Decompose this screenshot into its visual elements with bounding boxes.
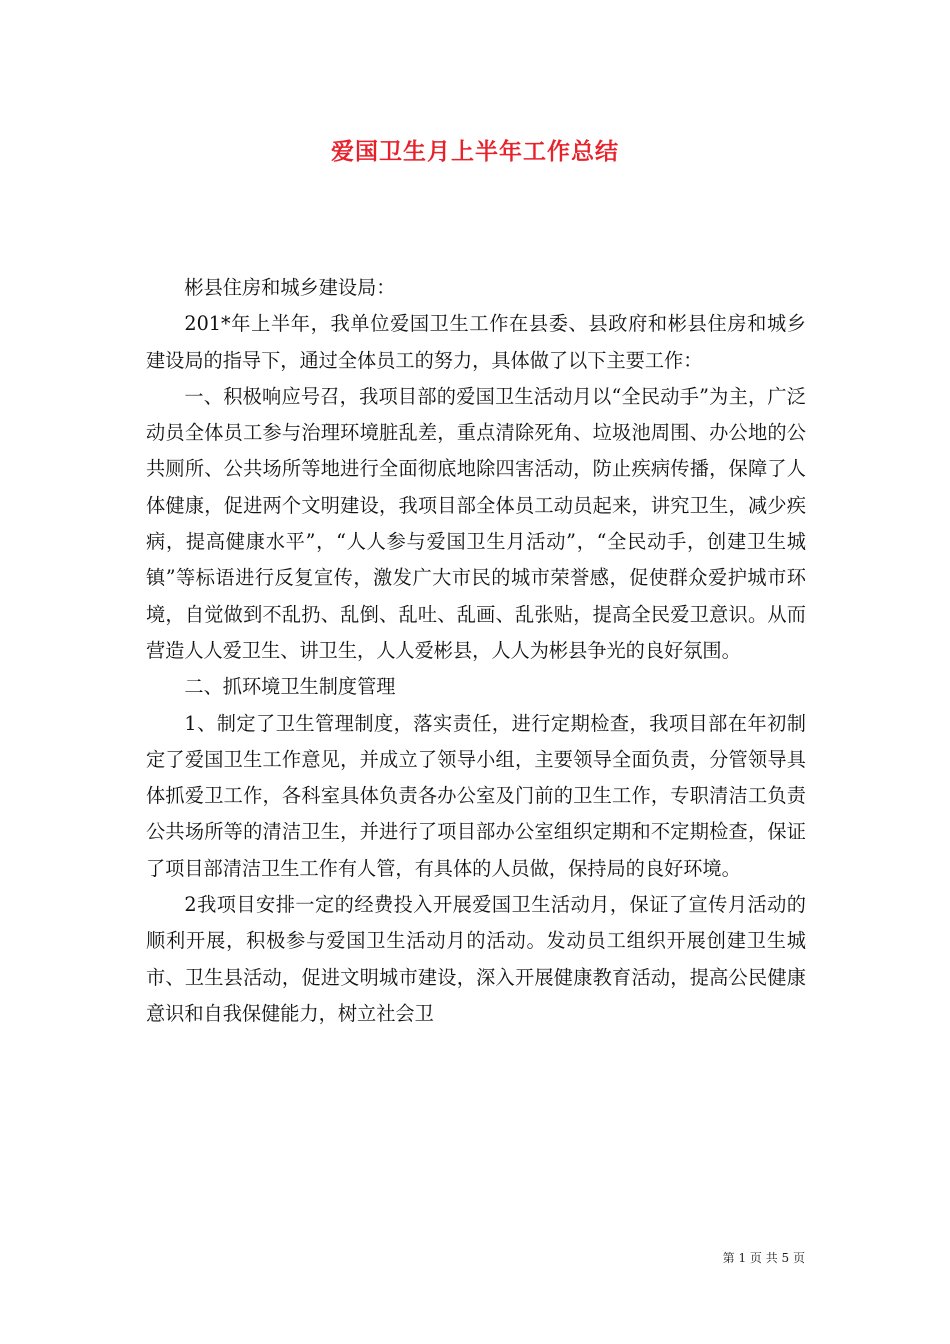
page-number-footer: 第 1 页 共 5 页	[722, 1251, 805, 1265]
document-body	[146, 270, 806, 1032]
paragraph-item-1: 1、制定了卫生管理制度，落实责任，进行定期检查，我项目部在年初制定了爱国卫生工作意见，并成立了领导小组，主要领导全面负责，分管领导具体抓爱卫工作，各科室具体负责各办公室及门前的卫生工作，专职清洁工负责公共场所等的清洁卫生，并进行了项目部办公室组织定期和不定期检查，保证了项目部清洁卫生工作有人管，有具体的人员做，保持局的良好环境。	[146, 711, 806, 880]
salutation: 彬县住房和城乡建设局：	[184, 276, 396, 299]
section-heading-2: 二、抓环境卫生制度管理	[184, 675, 396, 699]
paragraph-section-1: 一、积极响应号召，我项目部的爱国卫生活动月以“全民动手”为主，广泛动员全体员工参与治理环境脏乱差，重点清除死角、垃圾池周围、办公地的公共厕所、公共场所等地进行全面彻底地除四害活动，防止疾病传播，保障了人体健康，促进两个文明建设，我项目部全体员工动员起来，讲究卫生，减少疾病，提高健康水平”，“人人参与爱国卫生月活动”，“全民动手，创建卫生城镇”等标语进行反复宣传，激发广大市民的城市荣誉感，促使群众爱护城市环境，自觉做到不乱扔、乱倒、乱吐、乱画、乱张贴，提高全民爱卫意识。从而营造人人爱卫生、讲卫生，人人爱彬县，人人为彬县争光的良好氛围。	[146, 384, 806, 662]
document-title: 爱国卫生月上半年工作总结	[331, 138, 619, 165]
paragraph-item-2: 2我项目安排一定的经费投入开展爱国卫生活动月，保证了宣传月活动的顺利开展，积极参与爱国卫生活动月的活动。发动员工组织开展创建卫生城市、卫生县活动，促进文明城市建设，深入开展健康教育活动，提高公民健康意识和自我保健能力，树立社会卫	[146, 893, 806, 1025]
paragraph-intro: 201*年上半年，我单位爱国卫生工作在县委、县政府和彬县住房和城乡建设局的指导下，通过全体员工的努力，具体做了以下主要工作：	[146, 312, 806, 372]
